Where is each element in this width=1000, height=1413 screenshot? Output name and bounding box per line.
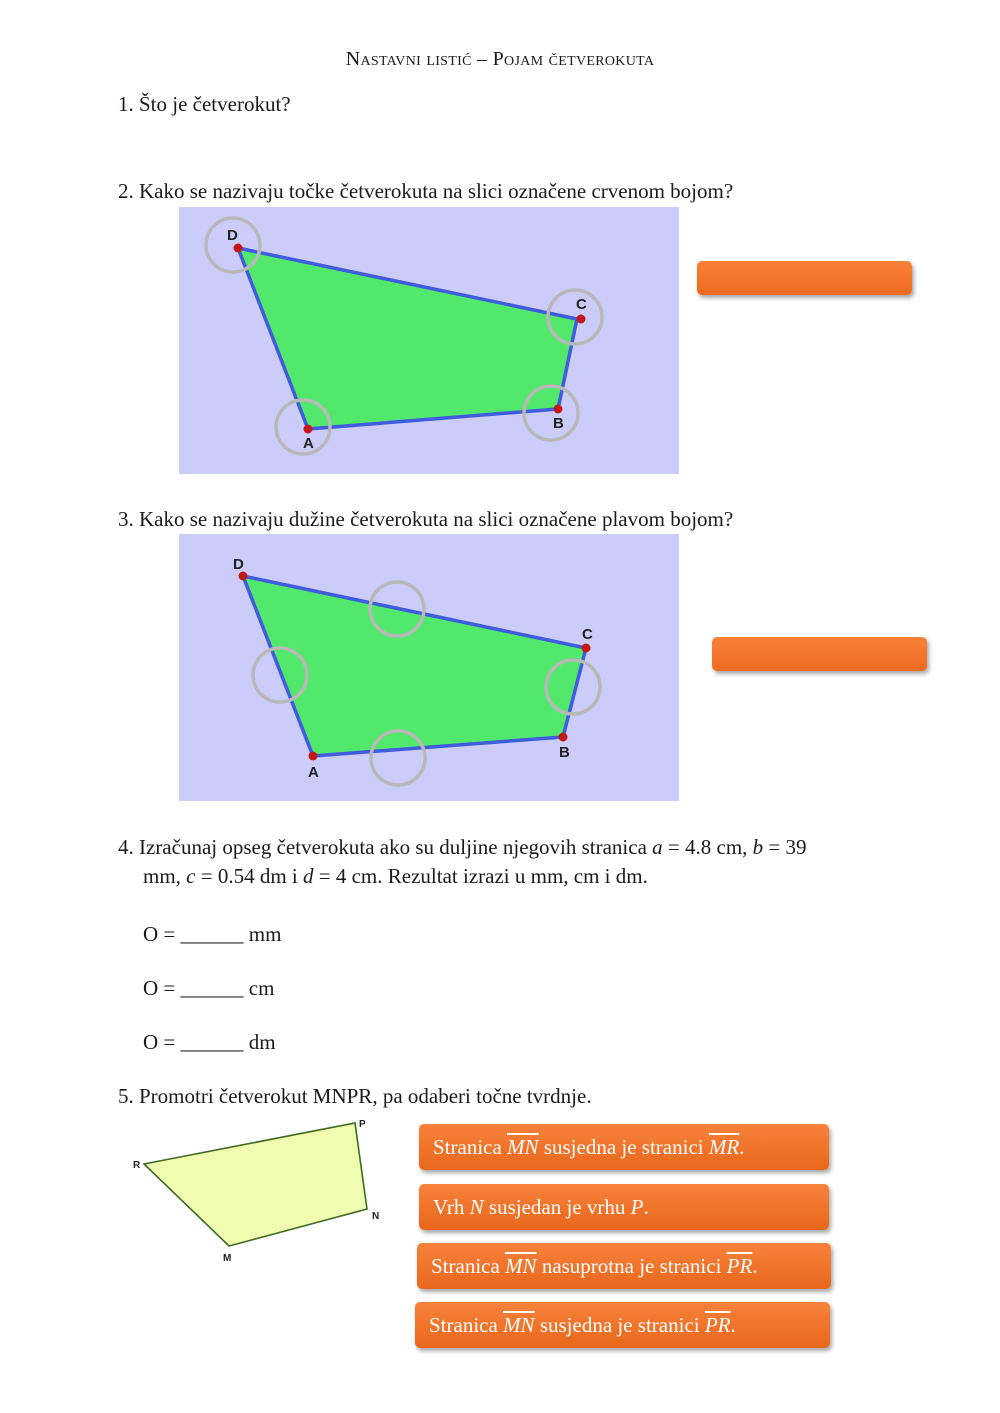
label-b: B: [553, 415, 564, 432]
vertex-b-2: [559, 733, 568, 742]
question-4: [118, 833, 918, 891]
answer-drop-zone-2[interactable]: [697, 261, 912, 295]
quadrilateral-mnpr: [144, 1123, 367, 1246]
perimeter-answer-mm[interactable]: O = ______ mm: [143, 922, 282, 946]
question-4-line-2: mm, c = 0.54 dm i d = 4 cm. Rezultat izrazi u mm, cm i dm.: [143, 864, 648, 888]
vertex-d: [234, 244, 243, 253]
vertex-c: [577, 315, 586, 324]
vertex-c-2: [582, 644, 591, 653]
figure-mnpr: [125, 1114, 390, 1269]
option-mn-adjacent-pr[interactable]: Stranica $\overline{MN}$ susjedna je stranici $\overline{PR}$ .: [415, 1302, 830, 1348]
label-a-2: A: [308, 764, 319, 781]
question-2: 2. Kako se nazivaju točke četverokuta na slici označene crvenom bojom?: [118, 179, 734, 203]
title-text: Nastavni listić – Pojam četverokuta: [345, 48, 655, 70]
label-c-2: C: [582, 626, 593, 643]
question-1: 1. Što je četverokut?: [118, 92, 291, 116]
vertex-b: [554, 405, 563, 414]
quadrilateral-abcd-2: [243, 576, 586, 756]
label-n: N: [372, 1211, 380, 1222]
option-mn-opposite-pr[interactable]: Stranica $\overline{MN}$ nasuprotna je stranici $\overline{PR}$ .: [417, 1243, 831, 1289]
label-p: P: [359, 1119, 366, 1130]
figure-vertices: [179, 207, 679, 474]
figure-sides: [179, 534, 679, 801]
label-d: D: [227, 227, 238, 244]
option-n-adjacent-p[interactable]: Vrh N susjedan je vrhu P .: [419, 1184, 829, 1230]
option-mn-adjacent-mr[interactable]: Stranica $\overline{MN}$ susjedna je stranici $\overline{MR}$ .: [419, 1124, 829, 1170]
vertex-a-2: [309, 752, 318, 761]
question-3: 3. Kako se nazivaju dužine četverokuta na slici označene plavom bojom?: [118, 507, 734, 531]
perimeter-answer-dm[interactable]: O = ______ dm: [143, 1030, 276, 1054]
label-d-2: D: [233, 556, 244, 573]
question-4-line-1: 4. Izračunaj opseg četverokuta ako su duljine njegovih stranica a = 4.8 cm, b = 39: [118, 835, 807, 859]
question-5: 5. Promotri četverokut MNPR, pa odaberi točne tvrdnje.: [118, 1084, 592, 1108]
worksheet-title: [0, 48, 1000, 71]
label-r: R: [133, 1160, 141, 1171]
label-m: M: [223, 1253, 232, 1264]
perimeter-answer-cm[interactable]: O = ______ cm: [143, 976, 275, 1000]
label-a: A: [303, 435, 314, 452]
answer-drop-zone-3[interactable]: [712, 637, 927, 671]
label-c: C: [576, 296, 587, 313]
label-b-2: B: [559, 744, 570, 761]
vertex-a: [304, 425, 313, 434]
